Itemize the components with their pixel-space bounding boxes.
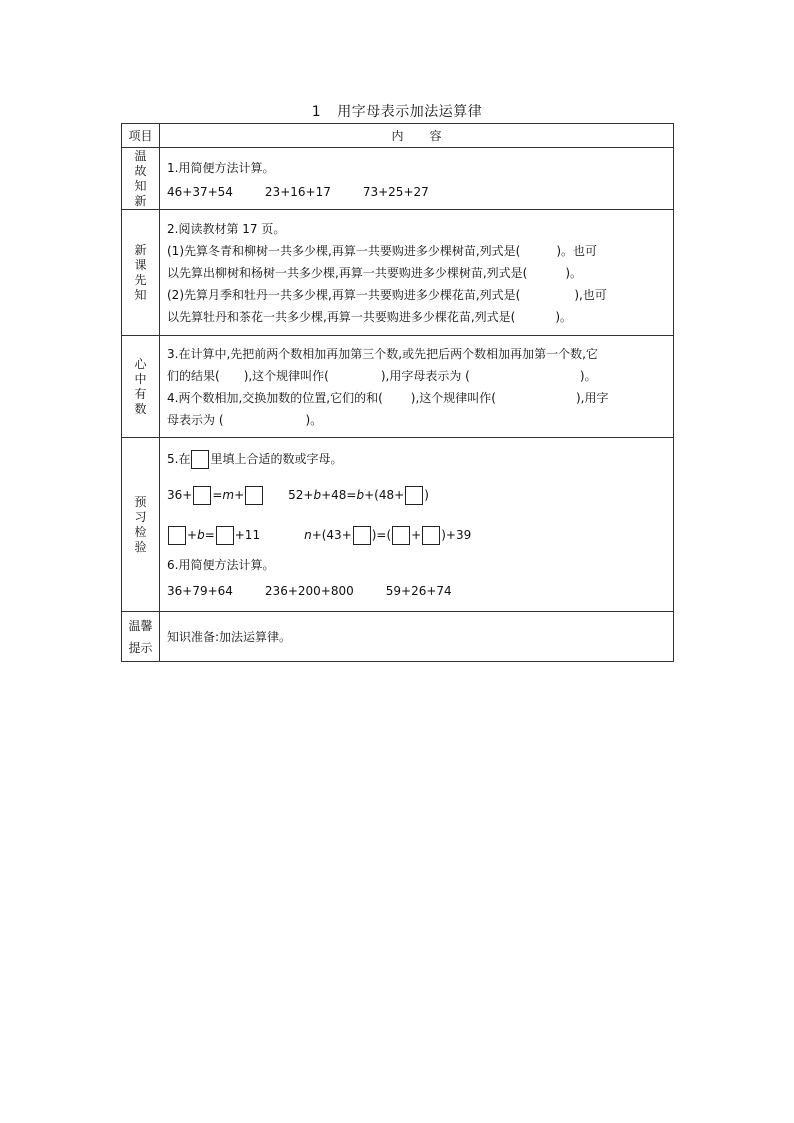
section-content-preview-check <box>160 438 674 612</box>
section-review <box>122 148 674 210</box>
question-3-line-1: 3.在计算中,先把前两个数相加再加第三个数,或先把后两个数相加再加第一个数,它 <box>167 346 598 361</box>
question-2-line-4: 以先算牡丹和茶花一共多少棵,再算一共要购进多少棵花苗,列式是( )。 <box>167 309 573 324</box>
answer-box[interactable] <box>191 450 209 469</box>
question-2-line-2: 以先算出柳树和杨树一共多少棵,再算一共要购进多少棵树苗,列式是( )。 <box>167 265 583 280</box>
answer-box[interactable] <box>216 526 234 545</box>
question-5-text: 5.在 里填上合适的数或字母。 <box>167 446 665 472</box>
lesson-number: 1 <box>311 104 322 120</box>
lesson-title: 用字母表示加法运算律 <box>337 104 483 120</box>
section-label-tip: 温馨 提示 <box>122 612 160 662</box>
section-content-summary <box>160 336 674 438</box>
section-label-review: 温 故 知 新 <box>122 148 160 210</box>
question-6-text: 6.用简便方法计算。 <box>167 557 275 572</box>
answer-box[interactable] <box>245 486 263 505</box>
answer-box[interactable] <box>353 526 371 545</box>
answer-box[interactable] <box>193 486 211 505</box>
worksheet-table <box>121 123 674 662</box>
section-label-summary: 心 中 有 数 <box>122 336 160 438</box>
header-content: 内 容 <box>160 124 674 148</box>
answer-box[interactable] <box>168 526 186 545</box>
section-new-lesson <box>122 210 674 336</box>
page-title <box>0 101 794 121</box>
header-item: 项目 <box>122 124 160 148</box>
question-5-row-2: +b= +11 n+(43+ )=( + )+39 <box>167 522 665 548</box>
answer-box[interactable] <box>405 486 423 505</box>
section-label-new-lesson: 新 课 先 知 <box>122 210 160 336</box>
section-content-new-lesson <box>160 210 674 336</box>
answer-box[interactable] <box>392 526 410 545</box>
section-content-tip <box>160 612 674 662</box>
header-row <box>122 124 674 148</box>
question-1-text: 1.用简便方法计算。 <box>167 160 275 175</box>
section-summary <box>122 336 674 438</box>
question-2-line-1: (1)先算冬青和柳树一共多少棵,再算一共要购进多少棵树苗,列式是( )。也可 <box>167 243 597 258</box>
question-2-line-3: (2)先算月季和牡丹一共多少棵,再算一共要购进多少棵花苗,列式是( ),也可 <box>167 287 607 302</box>
section-label-preview-check: 预 习 检 验 <box>122 438 160 612</box>
tip-text: 知识准备:加法运算律。 <box>167 629 292 644</box>
question-4-line-1: 4.两个数相加,交换加数的位置,它们的和( ),这个规律叫作( ),用字 <box>167 390 609 405</box>
question-4-line-2: 母表示为 ( )。 <box>167 412 323 427</box>
question-6-exprs: 36+79+64 236+200+800 59+26+74 <box>167 583 452 598</box>
question-5-row-1: 36+ =m+ 52+b+48=b+(48+ ) <box>167 482 665 508</box>
answer-box[interactable] <box>422 526 440 545</box>
question-2-text: 2.阅读教材第 17 页。 <box>167 221 286 236</box>
question-3-line-2: 们的结果( ),这个规律叫作( ),用字母表示为 ( )。 <box>167 368 597 383</box>
section-preview-check <box>122 438 674 612</box>
section-content-review <box>160 148 674 210</box>
section-tip <box>122 612 674 662</box>
question-1-exprs: 46+37+54 23+16+17 73+25+27 <box>167 184 429 199</box>
